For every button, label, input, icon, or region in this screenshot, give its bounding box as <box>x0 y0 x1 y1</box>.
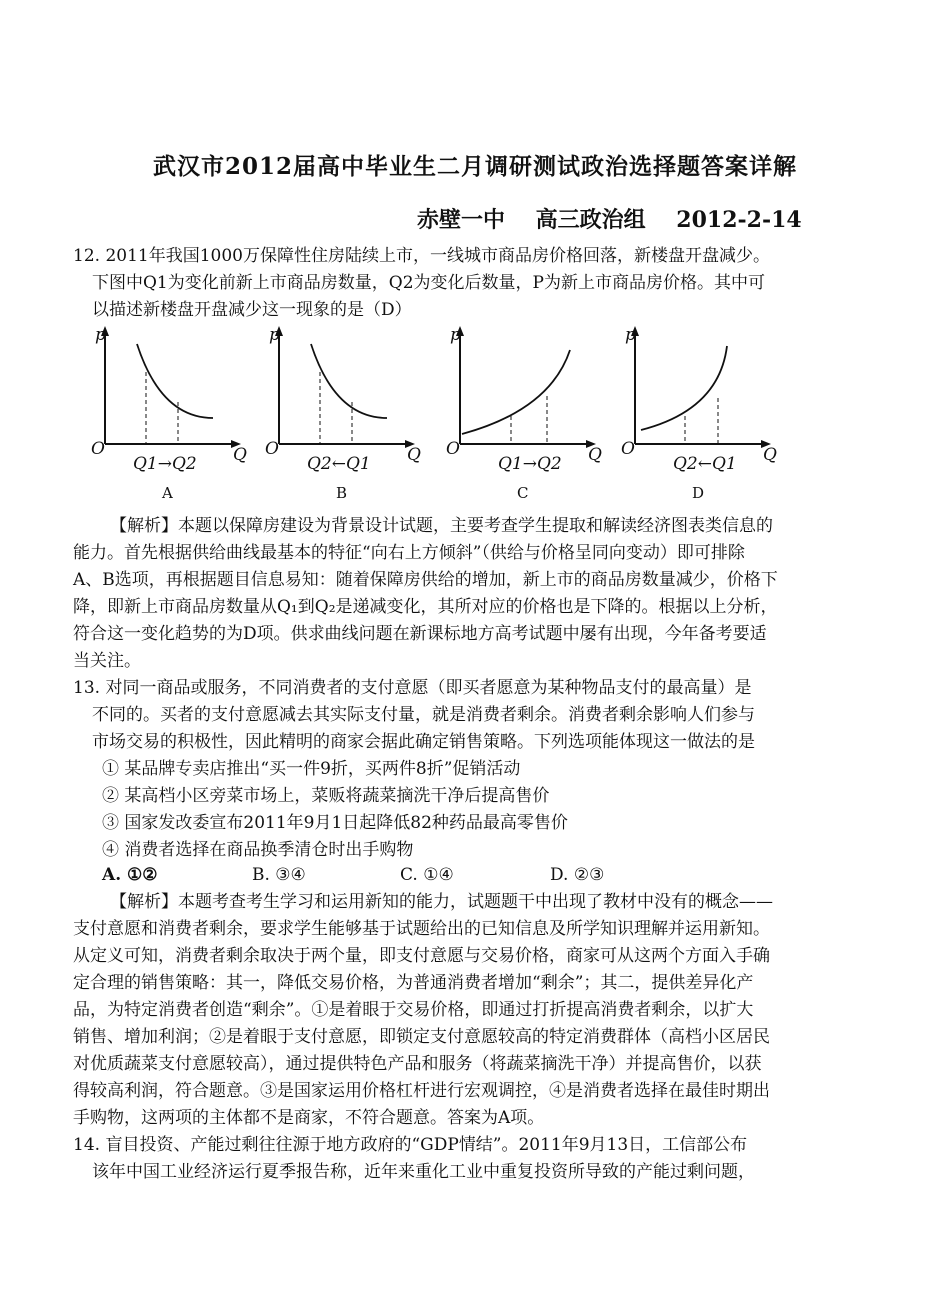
svg-text:Q: Q <box>763 445 777 465</box>
q13-analysis-5: 品，为特定消费者创造“剩余”。①是着眼于交易价格，即通过打折提高消费者剩余，以扩大 <box>73 1000 754 1020</box>
q12-analysis-4: 降，即新上市商品房数量从Q₁到Q₂是递减变化，其所对应的价格也是下降的。根据以上分析， <box>73 597 778 617</box>
q12-analysis-5: 符合这一变化趋势的为D项。供求曲线问题在新课标地方高考试题中屡有出现，今年备考要适 <box>73 624 767 644</box>
q14-line-2: 该年中国工业经济运行夏季报告称，近年来重化工业中重复投资所导致的产能过剩问题， <box>92 1162 755 1182</box>
q13-analysis-6: 销售、增加利润；②是着眼于支付意愿，即锁定支付意愿较高的特定消费群体（高档小区居民 <box>73 1027 770 1047</box>
svg-text:Q1→Q2: Q1→Q2 <box>498 454 562 474</box>
q13-item-2: ② 某高档小区旁菜市场上，菜贩将蔬菜摘洗干净后提高售价 <box>102 786 550 806</box>
svg-text:Q: Q <box>233 445 247 465</box>
q13-option-c: C. ①④ <box>400 865 454 885</box>
svg-text:O: O <box>446 439 460 459</box>
page-title: 武汉市2012届高中毕业生二月调研测试政治选择题答案详解 <box>152 153 797 180</box>
svg-text:Q2←Q1: Q2←Q1 <box>673 454 737 474</box>
svg-text:Q1→Q2: Q1→Q2 <box>133 454 197 474</box>
q12-analysis-3: A、B选项，再根据题目信息易知：随着保障房供给的增加，新上市的商品房数量减少，价格下 <box>73 570 778 590</box>
graph-b <box>259 326 429 506</box>
svg-text:p: p <box>269 325 280 345</box>
svg-text:p: p <box>95 325 106 345</box>
svg-text:C: C <box>517 484 529 502</box>
svg-text:B: B <box>336 484 348 502</box>
q12-line-2: 下图中Q1为变化前新上市商品房数量，Q2为变化后数量，P为新上市商品房价格。其中可 <box>92 273 765 293</box>
svg-text:O: O <box>91 439 105 459</box>
q13-option-d: D. ②③ <box>550 865 605 885</box>
byline: 赤壁一中 高三政治组 2012-2-14 <box>417 207 802 233</box>
q13-option-b: B. ③④ <box>252 865 306 885</box>
q13-line-3: 市场交易的积极性，因此精明的商家会据此确定销售策略。下列选项能体现这一做法的是 <box>92 732 755 752</box>
q14-line-1: 14. 盲目投资、产能过剩往往源于地方政府的“GDP情结”。2011年9月13日，工信部公布 <box>73 1135 748 1155</box>
q12-analysis-6: 当关注。 <box>73 651 141 671</box>
q13-analysis-4: 定合理的销售策略：其一，降低交易价格，为普通消费者增加“剩余”；其二，提供差异化产 <box>73 973 754 993</box>
q13-item-1: ① 某品牌专卖店推出“买一件9折，买两件8折”促销活动 <box>102 759 521 779</box>
svg-text:Q2←Q1: Q2←Q1 <box>307 454 371 474</box>
svg-text:Q: Q <box>588 445 602 465</box>
svg-text:D: D <box>692 484 705 502</box>
q13-analysis-1: 【解析】本题考查考生学习和运用新知的能力，试题题干中出现了教材中没有的概念—— <box>110 892 773 912</box>
q13-analysis-9: 手购物，这两项的主体都不是商家，不符合题意。答案为A项。 <box>73 1108 545 1128</box>
q12-analysis-1: 【解析】本题以保障房建设为背景设计试题，主要考查学生提取和解读经济图表类信息的 <box>110 516 773 536</box>
q13-item-4: ④ 消费者选择在商品换季清仓时出手购物 <box>102 840 414 860</box>
svg-text:O: O <box>621 439 635 459</box>
svg-text:Q: Q <box>407 445 421 465</box>
graph-a <box>85 326 255 506</box>
q13-line-1: 13. 对同一商品或服务，不同消费者的支付意愿（即买者愿意为某种物品支付的最高量）是 <box>73 678 752 698</box>
q12-graphs <box>85 326 805 506</box>
svg-text:O: O <box>265 439 279 459</box>
q13-analysis-8: 得较高利润，符合题意。③是国家运用价格杠杆进行宏观调控，④是消费者选择在最佳时期出 <box>73 1081 770 1101</box>
svg-text:p: p <box>625 325 636 345</box>
q13-line-2: 不同的。买者的支付意愿减去其实际支付量，就是消费者剩余。消费者剩余影响人们参与 <box>92 705 755 725</box>
q13-item-3: ③ 国家发改委宣布2011年9月1日起降低82种药品最高零售价 <box>102 813 568 833</box>
svg-text:A: A <box>162 484 173 502</box>
q13-option-a: A. ①② <box>102 865 158 885</box>
q12-line-3: 以描述新楼盘开盘减少这一现象的是（D） <box>92 300 412 320</box>
q13-analysis-7: 对优质蔬菜支付意愿较高），通过提供特色产品和服务（将蔬菜摘洗干净）并提高售价，以获 <box>73 1054 762 1074</box>
q12-analysis-2: 能力。首先根据供给曲线最基本的特征“向右上方倾斜”（供给与价格呈同向变动）即可排除 <box>73 543 745 563</box>
svg-text:p: p <box>450 325 461 345</box>
graph-c <box>440 326 610 506</box>
q13-analysis-2: 支付意愿和消费者剩余，要求学生能够基于试题给出的已知信息及所学知识理解并运用新知。 <box>73 919 770 939</box>
q13-analysis-3: 从定义可知，消费者剩余取决于两个量，即支付意愿与交易价格，商家可从这两个方面入手确 <box>73 946 770 966</box>
graph-d <box>615 326 785 506</box>
q12-line-1: 12. 2011年我国1000万保障性住房陆续上市，一线城市商品房价格回落，新楼盘开盘减少。 <box>73 246 770 266</box>
